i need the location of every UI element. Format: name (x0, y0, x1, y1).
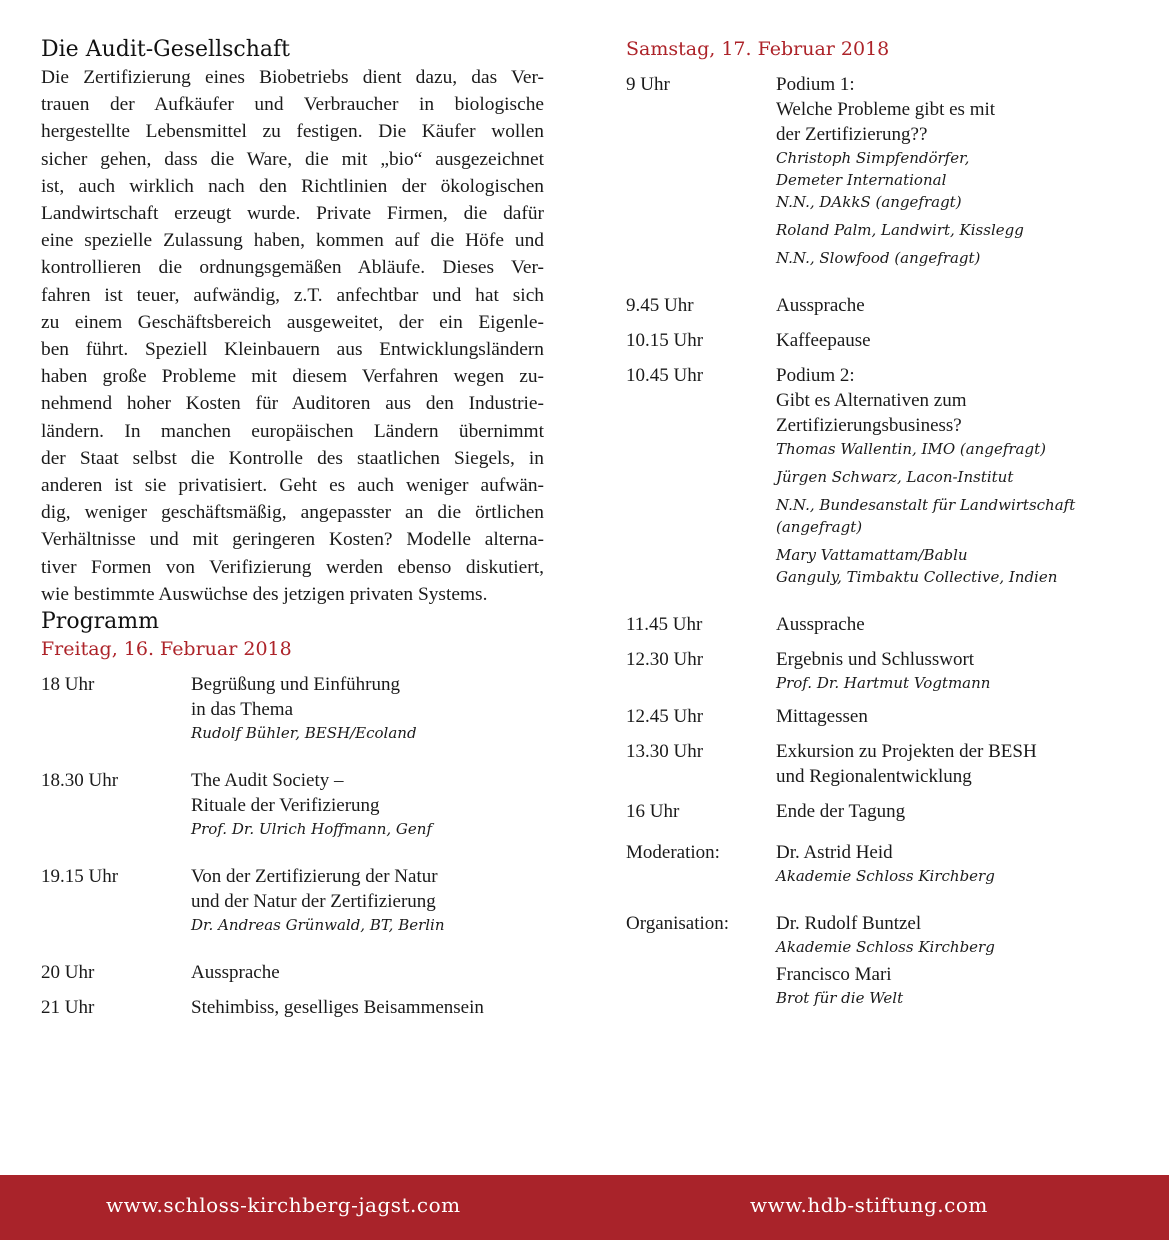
entry-speaker: N.N., DAkkS (angefragt) (776, 193, 962, 211)
schedule-entry (41, 995, 544, 1020)
intro-line: trauen der Aufkäufer und Verbraucher in biologische (41, 94, 544, 116)
schedule-entry (626, 612, 1126, 637)
intro-line: nehmend hoher Kosten für Auditoren aus den Industrie- (41, 393, 544, 415)
friday-date: Freitag, 16. Februar 2018 (41, 638, 292, 661)
entry-time: 20 Uhr (41, 962, 95, 984)
schedule-entry (626, 72, 1126, 269)
entry-time: 18 Uhr (41, 674, 95, 696)
schedule-entry (626, 363, 1126, 588)
entry-title: Stehimbiss, geselliges Beisammensein (191, 997, 484, 1019)
organiser-name: Francisco Mari (776, 964, 892, 985)
entry-time: 10.15 Uhr (626, 330, 704, 351)
schedule-entry (41, 864, 544, 936)
intro-line: Die Zertifizierung eines Biobetriebs dient dazu, das Ver- (41, 67, 544, 88)
entry-time: 19.15 Uhr (41, 866, 119, 888)
moderator-name: Dr. Astrid Heid (776, 842, 893, 863)
entry-speaker: (angefragt) (776, 518, 863, 536)
website-link-schloss-kirchberg[interactable]: www.schloss-kirchberg-jagst.com (106, 1193, 461, 1217)
organiser-affiliation: Akademie Schloss Kirchberg (776, 938, 995, 956)
intro-line: kontrollieren die ordnungsgemäßen Abläufe. Dieses Ver- (41, 257, 544, 279)
intro-line: eine spezielle Zulassung haben, kommen auf die Höfe und (41, 230, 544, 252)
friday-schedule (41, 672, 544, 1020)
moderator-affiliation: Akademie Schloss Kirchberg (776, 867, 995, 885)
entry-title: The Audit Society – (191, 770, 344, 792)
entry-speaker: Prof. Dr. Ulrich Hoffmann, Genf (191, 820, 433, 839)
left-column (41, 36, 544, 1030)
entry-title: Ergebnis und Schlusswort (776, 649, 975, 670)
entry-speaker: Jürgen Schwarz, Lacon-Institut (776, 468, 1014, 486)
intro-line: ben führt. Speziell Kleinbauern aus Entwicklungsländern (41, 339, 544, 361)
website-link-hdb-stiftung[interactable]: www.hdb-stiftung.com (750, 1193, 988, 1217)
entry-title: Von der Zertifizierung der Natur (191, 866, 438, 888)
entry-title: Aussprache (776, 614, 865, 635)
entry-speaker: N.N., Bundesanstalt für Landwirtschaft (776, 496, 1076, 514)
entry-title: und Regionalentwicklung (776, 766, 972, 787)
entry-time: 13.30 Uhr (626, 741, 704, 762)
entry-title: Begrüßung und Einführung (191, 674, 400, 696)
entry-time: 10.45 Uhr (626, 365, 704, 386)
entry-speaker: Prof. Dr. Hartmut Vogtmann (776, 674, 991, 692)
schedule-entry (41, 672, 544, 744)
entry-time: 11.45 Uhr (626, 614, 703, 635)
entry-title: der Zertifizierung?? (776, 124, 928, 145)
schedule-entry (626, 704, 1126, 729)
intro-line: haben große Probleme mit diesem Verfahren wegen zu- (41, 366, 544, 388)
entry-speaker: Christoph Simpfendörfer, (776, 149, 970, 167)
schedule-entry (626, 739, 1126, 789)
entry-speaker: Demeter International (776, 171, 947, 189)
entry-title: Aussprache (776, 295, 865, 316)
intro-line: der Staat selbst die Kontrolle des staatlichen Siegels, in (41, 447, 544, 469)
intro-line: wie bestimmte Auswüchse des jetzigen privaten Systems. (41, 583, 488, 605)
saturday-schedule (626, 72, 1126, 824)
entry-title: Podium 2: (776, 365, 855, 386)
entry-title: in das Thema (191, 699, 294, 721)
entry-time: 18.30 Uhr (41, 770, 119, 792)
entry-title: Welche Probleme gibt es mit (776, 99, 996, 120)
entry-title: Mittagessen (776, 706, 868, 727)
entry-time: 9.45 Uhr (626, 295, 694, 316)
entry-title: Kaffeepause (776, 330, 871, 351)
entry-time: 9 Uhr (626, 74, 670, 95)
intro-line: dig, weniger geschäftsmäßig, angepasster an die örtlichen (41, 502, 544, 524)
entry-time: 12.30 Uhr (626, 649, 704, 670)
program-heading: Programm (41, 609, 160, 635)
schedule-entry (41, 960, 544, 985)
entry-title: und der Natur der Zertifizierung (191, 891, 436, 913)
entry-title: Aussprache (191, 962, 280, 984)
schedule-entry (41, 768, 544, 840)
entry-speaker: Thomas Wallentin, IMO (angefragt) (776, 440, 1046, 458)
intro-line: Verhältnisse und mit geringeren Kosten? Modelle alterna- (41, 529, 544, 551)
entry-title: Exkursion zu Projekten der BESH (776, 741, 1037, 762)
intro-line: sicher gehen, dass die Ware, die mit „bio“ ausgezeichnet (41, 148, 544, 170)
intro-line: ist, auch wirklich nach den Richtlinien der ökologischen (41, 175, 544, 197)
intro-line: ländern. In manchen europäischen Ländern übernimmt (41, 420, 544, 442)
entry-speaker: Ganguly, Timbaktu Collective, Indien (776, 568, 1058, 586)
entry-title: Podium 1: (776, 74, 855, 95)
schedule-entry (626, 293, 1126, 318)
intro-line: fahren ist teuer, aufwändig, z.T. anfechtbar und hat sich (41, 284, 544, 306)
entry-title: Rituale der Verifizierung (191, 795, 380, 817)
schedule-entry (626, 799, 1126, 824)
entry-title: Gibt es Alternativen zum (776, 390, 967, 411)
entry-time: 21 Uhr (41, 997, 95, 1019)
entry-time: 16 Uhr (626, 801, 680, 822)
organiser-name: Dr. Rudolf Buntzel (776, 913, 922, 934)
entry-speaker: N.N., Slowfood (angefragt) (776, 249, 981, 267)
schedule-entry (626, 647, 1126, 694)
entry-speaker: Dr. Andreas Grünwald, BT, Berlin (191, 916, 445, 935)
entry-speaker: Roland Palm, Landwirt, Kisslegg (776, 221, 1024, 239)
intro-line: zu einem Geschäftsbereich ausgeweitet, der ein Eigenle- (41, 311, 544, 333)
entry-title: Ende der Tagung (776, 801, 906, 822)
schedule-entry (626, 328, 1126, 353)
intro-paragraph (41, 64, 544, 608)
intro-line: hergestellte Lebensmittel zu festigen. Die Käufer wollen (41, 121, 544, 143)
organisation-block (626, 911, 1126, 1009)
entry-time: 12.45 Uhr (626, 706, 704, 727)
entry-speaker: Mary Vattamattam/Bablu (776, 546, 968, 564)
intro-heading: Die Audit-Gesellschaft (41, 37, 290, 62)
intro-line: anderen ist sie privatisiert. Geht es auch weniger aufwän- (41, 475, 544, 497)
moderation-block (626, 840, 1126, 887)
organiser-affiliation: Brot für die Welt (776, 989, 904, 1007)
intro-line: tiver Formen von Verifizierung werden ebenso diskutiert, (41, 556, 544, 578)
footer-bar (0, 1175, 1169, 1240)
intro-line: Landwirtschaft erzeugt wurde. Private Firmen, die dafür (41, 203, 544, 225)
moderation-label: Moderation: (626, 842, 720, 863)
right-column (626, 36, 1126, 1019)
entry-title: Zertifizierungsbusiness? (776, 415, 962, 436)
entry-speaker: Rudolf Bühler, BESH/Ecoland (191, 724, 417, 743)
organisation-label: Organisation: (626, 913, 730, 934)
saturday-date: Samstag, 17. Februar 2018 (626, 38, 890, 60)
